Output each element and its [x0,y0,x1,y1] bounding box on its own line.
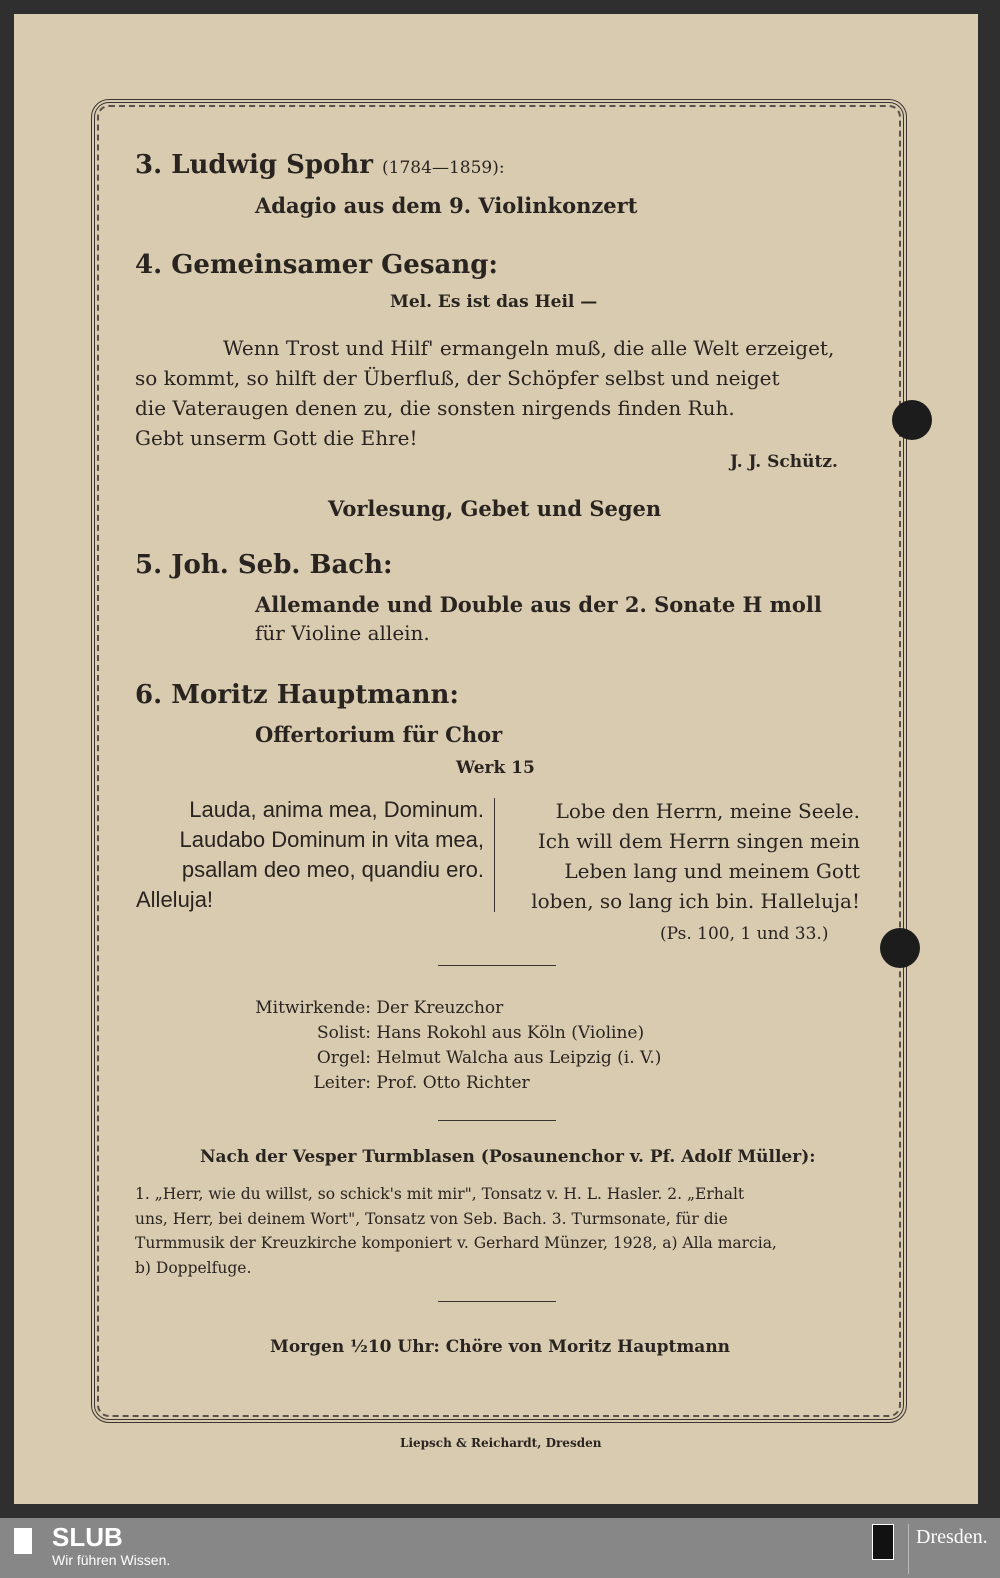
turmblasen-heading: Nach der Vesper Turmblasen (Posaunenchor v. Pf. Adolf Müller): [200,1147,816,1167]
item-6-heading: 6. Moritz Hauptmann: [135,680,460,710]
item-5-work: Allemande und Double aus der 2. Sonate H moll [255,592,822,617]
performers: Mitwirkende: Der Kreuzchor Solist: Hans Rokohl aus Köln (Violine) Orgel: Helmut Walcha aus Leipzig (i. V.) Leiter: Prof. Otto Richter [255,998,662,1093]
psalm-reference: (Ps. 100, 1 und 33.) [660,924,829,944]
slub-logo[interactable]: SLUB [52,1522,123,1552]
melody: Mel. Es ist das Heil — [390,292,598,312]
turmblasen-program: 1. „Herr, wie du willst, so schick's mit mir", Tonsatz v. H. L. Hasler. 2. „Erhalt uns, Herr, bei deinem Wort", Tonsatz von Seb. Bach. 3. Turmsonate, für die Turmmusik der Kreuzkirche komponiert v. Gerhard Münzer, 1928, a) Alla marcia, b) Doppelfuge. [135,1185,777,1277]
divider [438,965,556,966]
hymn-text: Wenn Trost und Hilf' ermangeln muß, die alle Welt erzeiget, so kommt, so hilft der Überfluß, der Schöpfer selbst und neiget die Vateraugen denen zu, die sonsten nirgends finden Ruh. Gebt unserm Gott die Ehre! [135,336,835,450]
punch-hole [892,400,932,440]
slub-tagline: Wir führen Wissen. [52,1552,171,1568]
divider [438,1120,556,1121]
vorlesung: Vorlesung, Gebet und Segen [328,496,662,521]
dresden-coat-of-arms-icon [872,1524,894,1560]
divider [438,1301,556,1302]
opus: Werk 15 [456,758,535,778]
punch-hole [880,928,920,968]
printer: Liepsch & Reichardt, Dresden [400,1436,602,1450]
item-6-work: Offertorium für Chor [255,722,503,747]
separator [908,1524,909,1574]
item-3-work: Adagio aus dem 9. Violinkonzert [255,193,638,218]
morgen-note: Morgen ½10 Uhr: Chöre von Moritz Hauptmann [270,1337,731,1357]
book-icon [14,1528,32,1554]
slub-footer [0,1518,1000,1578]
item-5-work-2: für Violine allein. [255,621,430,645]
dresden-logo[interactable]: Dresden. [916,1526,988,1548]
column-divider [494,798,495,912]
item-5-heading: 5. Joh. Seb. Bach: [135,550,393,580]
german-text: Lobe den Herrn, meine Seele. Ich will dem Herrn singen mein Leben lang und meinem Gott loben, so lang ich bin. Halleluja! [531,799,860,913]
hymn-author: J. J. Schütz. [730,452,838,472]
item-4-heading: 4. Gemeinsamer Gesang: [135,250,498,280]
latin-text: Lauda, anima mea, Dominum. Laudabo Dominum in vita mea, psallam deo meo, quandiu ero. Alleluja! [136,797,484,912]
item-3-heading: 3. Ludwig Spohr (1784—1859): [135,150,505,180]
